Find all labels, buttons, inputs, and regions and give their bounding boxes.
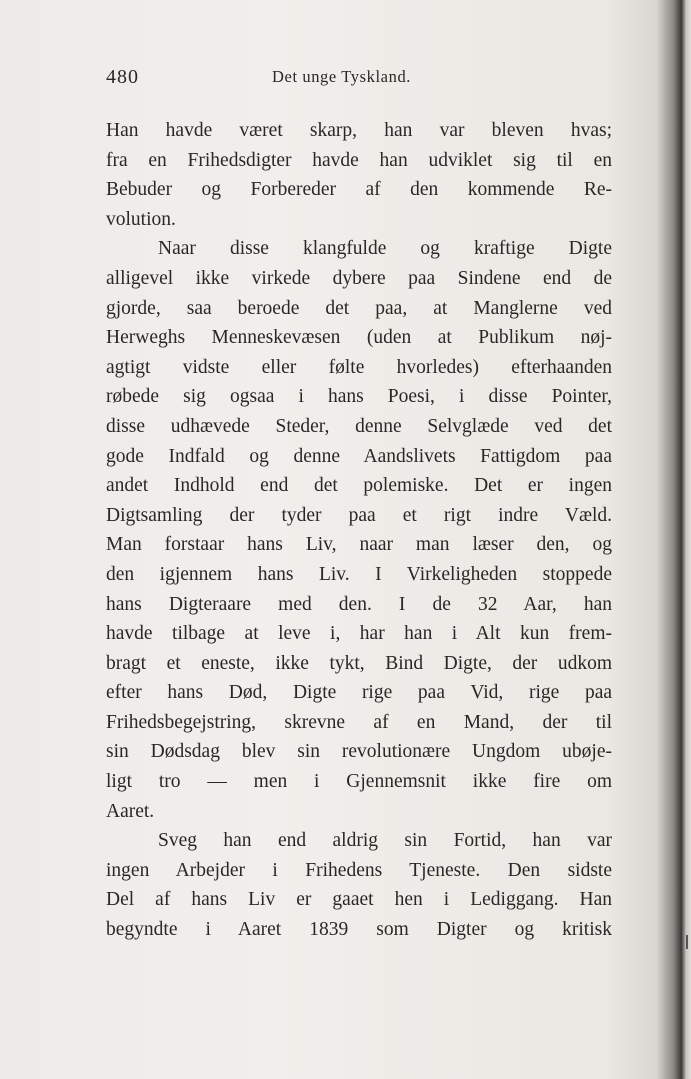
text-line: Herweghs Menneskevæsen (uden at Publikum nøj- — [106, 327, 612, 349]
binding-edge-mark — [686, 935, 688, 949]
text-line: havde tilbage at leve i, har han i Alt kun frem- — [106, 623, 612, 645]
text-line: Frihedsbegejstring, skrevne af en Mand, der til — [106, 711, 612, 733]
text-line: Han havde været skarp, han var bleven hvas; — [106, 120, 612, 141]
text-line: Bebuder og Forbereder af den kommende Re- — [106, 179, 612, 201]
page-header — [106, 66, 612, 96]
text-line: gode Indfald og denne Aandslivets Fattigdom paa — [106, 445, 612, 467]
text-line: volution. — [106, 208, 176, 230]
text-line: den igjennem hans Liv. I Virkeligheden stoppede — [106, 563, 612, 585]
page-number: 480 — [106, 66, 139, 88]
text-line: Digtsamling der tyder paa et rigt indre Væld. — [106, 504, 612, 526]
text-line: begyndte i Aaret 1839 som Digter og kritisk — [106, 919, 612, 941]
text-line: ligt tro — men i Gjennemsnit ikke fire om — [106, 771, 612, 793]
text-line: røbede sig ogsaa i hans Poesi, i disse Pointer, — [106, 386, 612, 408]
text-line: disse udhævede Steder, denne Selvglæde ved det — [106, 415, 612, 437]
text-line: hans Digteraare med den. I de 32 Aar, han — [106, 593, 612, 615]
text-line: bragt et eneste, ikke tykt, Bind Digte, der udkom — [106, 652, 612, 674]
text-line: alligevel ikke virkede dybere paa Sindene end de — [106, 267, 612, 289]
text-line: fra en Frihedsdigter havde han udviklet sig til en — [106, 149, 612, 171]
text-line: gjorde, saa beroede det paa, at Manglerne ved — [106, 297, 612, 319]
text-line: Sveg han end aldrig sin Fortid, han var — [158, 830, 612, 852]
text-line: ingen Arbejder i Frihedens Tjeneste. Den sidste — [106, 859, 612, 881]
running-title: Det unge Tyskland. — [272, 67, 412, 86]
text-line: agtigt vidste eller følte hvorledes) efterhaanden — [106, 356, 612, 378]
text-line: sin Dødsdag blev sin revolutionære Ungdom ubøje- — [106, 741, 612, 763]
text-line: Man forstaar hans Liv, naar man læser den, og — [106, 534, 612, 556]
text-line: Del af hans Liv er gaaet hen i Lediggang. Han — [106, 889, 612, 911]
body-text — [106, 116, 612, 945]
text-line: Naar disse klangfulde og kraftige Digte — [158, 238, 612, 260]
text-line: efter hans Død, Digte rige paa Vid, rige paa — [106, 682, 612, 704]
text-line: Aaret. — [106, 800, 155, 822]
text-line: andet Indhold end det polemiske. Det er ingen — [106, 475, 612, 497]
